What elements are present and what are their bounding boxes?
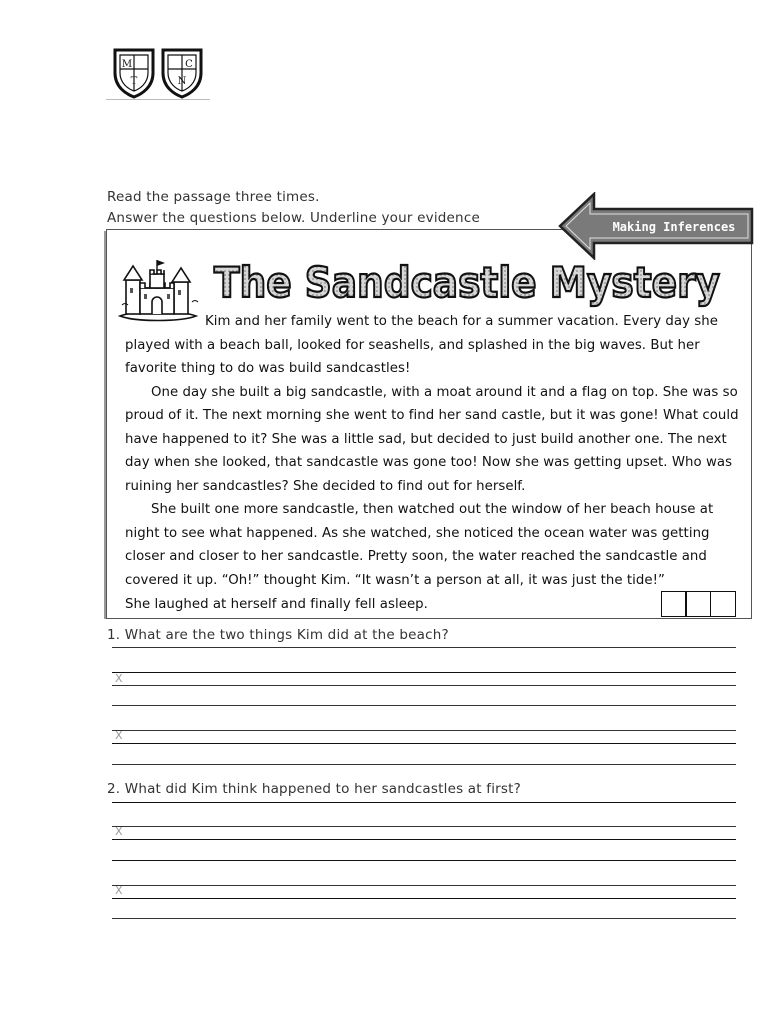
crest-right-letter-2: N xyxy=(177,76,187,87)
answer-line[interactable] xyxy=(112,826,736,827)
answer-mark: X xyxy=(115,672,123,685)
passage-paragraph-3: She built one more sandcastle, then watched out the window of her beach house at night to see what happened. As she watched, she noticed the ocean water was getting closer and closer to her sandcastle. Pretty soon, the water reached the sandcastle and covered it up. “Oh!” thought Kim. “It wasn’t a person at all, it was just the tide!” xyxy=(125,502,714,589)
answer-line[interactable] xyxy=(112,898,736,899)
answer-line[interactable] xyxy=(112,685,736,686)
instruction-line-2: Answer the questions below. Underline your evidence xyxy=(107,210,480,226)
school-crest-right-icon xyxy=(160,47,204,99)
crest-right-letter-1: C xyxy=(185,59,193,70)
passage-title xyxy=(212,254,732,310)
answer-line[interactable] xyxy=(112,743,736,744)
question-1: 1. What are the two things Kim did at the beach? xyxy=(107,627,449,643)
logo-divider xyxy=(106,99,210,100)
answer-line[interactable] xyxy=(112,885,736,886)
answer-line[interactable] xyxy=(112,839,736,840)
answer-line[interactable] xyxy=(112,647,736,648)
school-crest-left-icon xyxy=(112,47,156,99)
answer-line[interactable] xyxy=(112,764,736,765)
score-box-1[interactable] xyxy=(661,591,687,617)
crest-left-letter-1: M xyxy=(121,59,133,70)
answer-line[interactable] xyxy=(112,860,736,861)
crest-left-letter-2: T xyxy=(130,76,138,87)
score-box-2[interactable] xyxy=(685,591,711,617)
passage-paragraph-1: Kim and her family went to the beach for a summer vacation. Every day she played with a beach ball, looked for seashells, and splashed in the big waves. But her favorite thing to do was build sandcastles! xyxy=(125,314,718,377)
banner-label: Making Inferences xyxy=(612,220,736,234)
passage-paragraph-2: One day she built a big sandcastle, with a moat around it and a flag on top. She was so proud of it. The next morning she went to find her sand castle, but it was gone! What could have happened to it? She was a little sad, but decided to just build another one. The next day when she looked, that sandcastle was gone too! Now she was getting upset. Who was ruining her sandcastles? She decided to find out for herself. xyxy=(125,384,739,494)
answer-mark: X xyxy=(115,884,123,897)
question-2: 2. What did Kim think happened to her sandcastles at first? xyxy=(107,781,522,797)
answer-mark: X xyxy=(115,729,123,742)
score-boxes xyxy=(662,591,736,621)
score-box-3[interactable] xyxy=(710,591,736,617)
passage-text xyxy=(125,310,743,616)
passage-title-text: The Sandcastle Mystery xyxy=(214,258,720,307)
instruction-line-1: Read the passage three times. xyxy=(107,189,320,205)
answer-line[interactable] xyxy=(112,730,736,731)
answer-mark: X xyxy=(115,825,123,838)
answer-line[interactable] xyxy=(112,672,736,673)
passage-paragraph-4: She laughed at herself and finally fell asleep. xyxy=(125,596,428,612)
making-inferences-banner xyxy=(558,192,754,260)
answer-line[interactable] xyxy=(112,705,736,706)
answer-line[interactable] xyxy=(112,802,736,803)
answer-line[interactable] xyxy=(112,918,736,919)
